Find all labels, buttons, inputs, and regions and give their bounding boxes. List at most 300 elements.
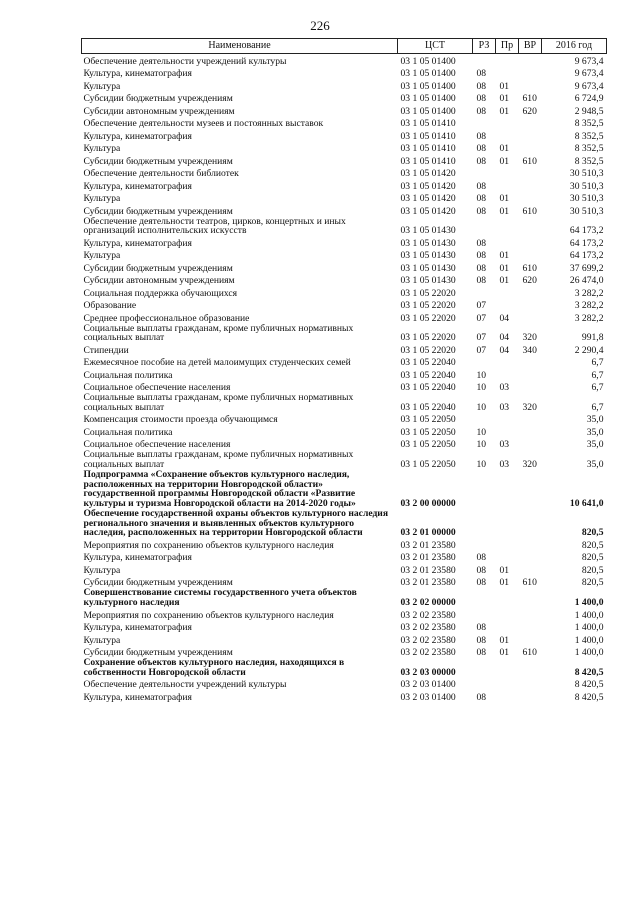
table-row — [82, 381, 607, 394]
cell-cst: 03 1 05 01420 — [400, 205, 456, 217]
cell-cst: 03 1 05 22050 — [400, 426, 456, 438]
cell-cst: 03 2 01 23580 — [400, 552, 456, 564]
table-row — [82, 563, 607, 576]
cell-rz — [473, 413, 496, 426]
cell-name: Обеспечение деятельности библиотек — [83, 168, 239, 179]
cell-rz — [473, 470, 496, 509]
cell-cst: 03 1 05 01430 — [400, 262, 456, 274]
cell-vr: 320 — [522, 458, 537, 470]
table-row — [82, 343, 607, 356]
cell-name: Обеспечение деятельности учреждений культуры — [83, 55, 287, 67]
cell-cst: 03 1 05 01430 — [400, 237, 456, 249]
cell-pr: 04 — [499, 344, 510, 356]
cell-cst: 03 1 05 01410 — [400, 155, 456, 167]
cell-name: Компенсация стоимости проезда обучающимся — [83, 414, 278, 426]
cell-cst: 03 1 05 01410 — [400, 130, 456, 142]
table-row — [82, 249, 607, 262]
cell-rz: 08 — [476, 564, 487, 576]
table-row — [82, 117, 607, 130]
cell-name: Образование — [83, 300, 137, 312]
cell-pr — [496, 538, 519, 551]
cell-vr — [519, 425, 542, 438]
cell-cst: 03 1 05 01410 — [400, 118, 456, 129]
table-row — [82, 620, 607, 633]
cell-rz: 08 — [476, 68, 487, 79]
cell-pr: 01 — [499, 193, 510, 204]
cell-rz — [473, 286, 496, 299]
cell-name: Мероприятия по сохранению объектов культурного наследия — [83, 539, 334, 551]
cell-pr — [496, 117, 519, 130]
cell-name: Культура — [83, 193, 121, 204]
cell-pr — [496, 690, 519, 703]
cell-amount: 35,0 — [586, 439, 604, 451]
cell-vr — [519, 236, 542, 249]
cell-vr: 320 — [522, 401, 537, 413]
cell-pr: 01 — [499, 250, 510, 262]
cell-vr — [519, 356, 542, 369]
cell-vr — [519, 658, 542, 678]
cell-name: Обеспечение деятельности музеев и постоянных выставок — [83, 118, 324, 129]
table-row — [82, 192, 607, 205]
table-row — [82, 356, 607, 369]
cell-cst: 03 2 01 23580 — [400, 564, 456, 576]
cell-rz: 08 — [476, 193, 487, 204]
cell-name: Культура — [83, 564, 121, 576]
table-row — [82, 142, 607, 155]
cell-vr — [519, 286, 542, 299]
cell-rz: 07 — [476, 312, 487, 324]
column-header-year: 2016 год — [542, 39, 607, 54]
table-row — [82, 450, 607, 470]
table-row — [82, 286, 607, 299]
cell-vr — [519, 538, 542, 551]
cell-amount: 64 173,2 — [569, 237, 604, 249]
cell-name: Субсидии бюджетным учреждениям — [83, 205, 233, 217]
cell-cst: 03 1 05 22040 — [400, 401, 456, 413]
cell-amount: 820,5 — [581, 564, 604, 576]
cell-vr: 620 — [522, 105, 537, 117]
cell-rz: 10 — [476, 369, 487, 381]
cell-cst: 03 1 05 01400 — [400, 55, 456, 67]
cell-rz: 10 — [476, 439, 487, 451]
cell-name: Культура — [83, 80, 121, 92]
cell-name: Культура, кинематография — [83, 237, 192, 249]
cell-amount: 3 282,2 — [574, 287, 604, 299]
cell-vr — [519, 381, 542, 394]
cell-pr: 03 — [499, 401, 510, 413]
cell-name: Субсидии автономным учреждениям — [83, 105, 235, 117]
column-header-rz: РЗ — [473, 39, 496, 54]
cell-cst: 03 2 00 00000 — [400, 498, 456, 509]
cell-amount: 30 510,3 — [569, 168, 604, 179]
cell-cst: 03 1 05 01430 — [400, 225, 456, 237]
cell-pr: 01 — [499, 634, 510, 646]
column-header-cst: ЦСТ — [398, 39, 473, 54]
table-row — [82, 261, 607, 274]
table-row — [82, 576, 607, 589]
cell-cst: 03 2 01 23580 — [400, 539, 456, 551]
cell-vr: 610 — [522, 262, 537, 274]
cell-vr — [519, 368, 542, 381]
cell-rz: 08 — [476, 237, 487, 249]
cell-name: Социальная политика — [83, 426, 173, 438]
cell-rz: 08 — [476, 105, 487, 117]
cell-vr — [519, 117, 542, 130]
table-row — [82, 633, 607, 646]
cell-amount: 8 352,5 — [574, 155, 604, 167]
cell-pr — [496, 217, 519, 237]
cell-vr — [519, 677, 542, 690]
cell-name: Ежемесячное пособие на детей малоимущих студенческих семей — [83, 357, 351, 369]
cell-pr — [496, 608, 519, 621]
cell-pr — [496, 54, 519, 67]
cell-amount: 820,5 — [581, 527, 604, 539]
cell-cst: 03 1 05 22040 — [400, 382, 456, 394]
cell-amount: 37 699,2 — [569, 262, 604, 274]
cell-vr — [519, 588, 542, 608]
cell-vr: 610 — [522, 577, 537, 589]
cell-pr: 01 — [499, 205, 510, 217]
cell-vr — [519, 438, 542, 451]
cell-cst: 03 1 05 01420 — [400, 180, 456, 192]
cell-name: Обеспечение деятельности учреждений культуры — [83, 679, 287, 690]
cell-rz: 08 — [476, 275, 487, 287]
cell-vr — [519, 179, 542, 192]
cell-vr — [519, 54, 542, 67]
cell-rz: 08 — [476, 250, 487, 262]
cell-amount: 6,7 — [591, 382, 604, 394]
column-header-name: Наименование — [82, 39, 398, 54]
cell-cst: 03 1 05 01420 — [400, 193, 456, 204]
cell-name: Субсидии бюджетным учреждениям — [83, 577, 233, 589]
cell-cst: 03 1 05 01420 — [400, 168, 456, 179]
cell-vr — [519, 608, 542, 621]
cell-pr — [496, 588, 519, 608]
cell-name: Подпрограмма «Сохранение объектов культурного наследия, расположенных на территории Новгородской области» государственной программы Новгородской области «Развитие культуры и туризма Новгородской области на 2014-2020 годы» — [83, 469, 356, 509]
cell-name: Субсидии бюджетным учреждениям — [83, 155, 233, 167]
table-row — [82, 658, 607, 678]
cell-pr: 04 — [499, 312, 510, 324]
cell-amount: 35,0 — [586, 426, 604, 438]
cell-rz: 08 — [476, 622, 487, 633]
cell-rz: 07 — [476, 332, 487, 344]
cell-rz: 08 — [476, 647, 487, 658]
table-row — [82, 167, 607, 180]
cell-amount: 64 173,2 — [569, 250, 604, 262]
cell-rz: 07 — [476, 344, 487, 356]
cell-vr: 340 — [522, 344, 537, 356]
table-row — [82, 509, 607, 538]
cell-pr — [496, 286, 519, 299]
cell-pr: 01 — [499, 105, 510, 117]
cell-amount: 35,0 — [586, 414, 604, 426]
table-body — [82, 54, 607, 703]
cell-vr — [519, 129, 542, 142]
cell-rz: 08 — [476, 262, 487, 274]
cell-name: Социальное обеспечение населения — [83, 382, 231, 394]
cell-pr: 01 — [499, 143, 510, 154]
cell-pr — [496, 425, 519, 438]
cell-name: Субсидии бюджетным учреждениям — [83, 647, 233, 658]
table-row — [82, 217, 607, 237]
cell-name: Культура, кинематография — [83, 180, 192, 192]
table-row — [82, 470, 607, 509]
cell-rz — [473, 217, 496, 237]
cell-vr — [519, 79, 542, 92]
cell-amount: 3 282,2 — [574, 300, 604, 312]
cell-amount: 1 400,0 — [574, 609, 604, 621]
table-row — [82, 438, 607, 451]
table-row — [82, 608, 607, 621]
cell-pr — [496, 470, 519, 509]
cell-pr: 01 — [499, 275, 510, 287]
cell-rz: 08 — [476, 634, 487, 646]
cell-pr — [496, 658, 519, 678]
cell-cst: 03 1 05 01430 — [400, 250, 456, 262]
cell-name: Обеспечение государственной охраны объектов культурного наследия регионального значения и выявленных объектов культурного наследия, расположенных на территории Новгородской области — [83, 508, 389, 539]
cell-rz: 08 — [476, 180, 487, 192]
cell-cst: 03 1 05 22020 — [400, 287, 456, 299]
cell-cst: 03 1 05 22040 — [400, 369, 456, 381]
cell-pr: 01 — [499, 262, 510, 274]
table-row — [82, 425, 607, 438]
cell-rz — [473, 356, 496, 369]
cell-name: Социальная поддержка обучающихся — [83, 287, 238, 299]
cell-cst: 03 2 03 01400 — [400, 691, 456, 703]
cell-pr: 01 — [499, 155, 510, 167]
table-row — [82, 413, 607, 426]
cell-cst: 03 1 05 22020 — [400, 332, 456, 344]
cell-pr — [496, 236, 519, 249]
table-row — [82, 645, 607, 658]
table-row — [82, 154, 607, 167]
table-row — [82, 368, 607, 381]
cell-amount: 9 673,4 — [574, 68, 604, 79]
cell-cst: 03 2 03 01400 — [400, 679, 456, 690]
table-row — [82, 538, 607, 551]
cell-cst: 03 1 05 01430 — [400, 275, 456, 287]
cell-pr: 03 — [499, 382, 510, 394]
cell-vr: 320 — [522, 332, 537, 344]
cell-name: Обеспечение деятельности театров, цирков, концертных и иных организаций исполнительских искусств — [83, 216, 346, 237]
cell-rz — [473, 54, 496, 67]
cell-amount: 64 173,2 — [569, 225, 604, 237]
cell-name: Сохранение объектов культурного наследия, находящихся в собственности Новгородской области — [83, 657, 345, 678]
table-row — [82, 299, 607, 312]
table-row — [82, 588, 607, 608]
cell-cst: 03 1 05 01400 — [400, 68, 456, 79]
cell-vr — [519, 470, 542, 509]
cell-vr: 610 — [522, 647, 537, 658]
cell-vr — [519, 249, 542, 262]
cell-name: Совершенствование системы государственного учета объектов культурного наследия — [83, 588, 357, 608]
cell-amount: 6 724,9 — [574, 93, 604, 104]
cell-pr — [496, 509, 519, 538]
cell-vr — [519, 167, 542, 180]
cell-vr — [519, 192, 542, 205]
cell-rz — [473, 658, 496, 678]
cell-vr — [519, 563, 542, 576]
cell-name: Социальная политика — [83, 369, 173, 381]
cell-vr — [519, 217, 542, 237]
cell-rz: 08 — [476, 80, 487, 92]
cell-amount: 30 510,3 — [569, 205, 604, 217]
cell-rz: 08 — [476, 93, 487, 104]
cell-name: Среднее профессиональное образование — [83, 312, 250, 324]
cell-name: Культура, кинематография — [83, 68, 192, 79]
cell-vr — [519, 551, 542, 564]
cell-name: Мероприятия по сохранению объектов культурного наследия — [83, 609, 334, 621]
table-row — [82, 311, 607, 324]
cell-amount: 9 673,4 — [574, 55, 604, 67]
cell-pr: 01 — [499, 564, 510, 576]
cell-pr — [496, 551, 519, 564]
cell-name: Культура, кинематография — [83, 691, 192, 703]
cell-cst: 03 1 05 22050 — [400, 414, 456, 426]
table-row — [82, 236, 607, 249]
cell-pr — [496, 620, 519, 633]
cell-name: Социальное обеспечение населения — [83, 439, 231, 451]
cell-pr — [496, 179, 519, 192]
cell-amount: 2 948,5 — [574, 105, 604, 117]
cell-amount: 8 420,5 — [574, 666, 604, 678]
cell-amount: 8 352,5 — [574, 130, 604, 142]
cell-name: Социальные выплаты гражданам, кроме публичных нормативных социальных выплат — [83, 450, 354, 470]
cell-name: Культура — [83, 143, 121, 154]
table-header-row — [82, 39, 607, 54]
cell-rz: 10 — [476, 382, 487, 394]
table-row — [82, 179, 607, 192]
table-row — [82, 92, 607, 105]
cell-pr: 03 — [499, 458, 510, 470]
cell-rz: 08 — [476, 143, 487, 154]
cell-pr: 01 — [499, 577, 510, 589]
cell-pr — [496, 299, 519, 312]
cell-pr — [496, 368, 519, 381]
cell-rz — [473, 509, 496, 538]
cell-amount: 8 352,5 — [574, 143, 604, 154]
cell-amount: 6,7 — [591, 357, 604, 369]
cell-rz: 10 — [476, 426, 487, 438]
cell-amount: 820,5 — [581, 539, 604, 551]
cell-pr — [496, 129, 519, 142]
cell-rz: 08 — [476, 691, 487, 703]
cell-name: Культура, кинематография — [83, 622, 192, 633]
table-row — [82, 393, 607, 413]
cell-name: Субсидии бюджетным учреждениям — [83, 93, 233, 104]
cell-vr: 610 — [522, 205, 537, 217]
cell-amount: 2 290,4 — [574, 344, 604, 356]
cell-pr: 01 — [499, 80, 510, 92]
cell-amount: 1 400,0 — [574, 647, 604, 658]
cell-rz: 08 — [476, 155, 487, 167]
cell-cst: 03 2 01 23580 — [400, 577, 456, 589]
table-row — [82, 690, 607, 703]
cell-cst: 03 1 05 01410 — [400, 143, 456, 154]
cell-pr: 01 — [499, 647, 510, 658]
cell-amount: 1 400,0 — [574, 622, 604, 633]
cell-cst: 03 2 02 00000 — [400, 597, 456, 608]
cell-cst: 03 1 05 01400 — [400, 93, 456, 104]
table-row — [82, 551, 607, 564]
table-row — [82, 129, 607, 142]
table-row — [82, 54, 607, 67]
cell-pr — [496, 67, 519, 80]
cell-rz: 08 — [476, 577, 487, 589]
cell-rz — [473, 117, 496, 130]
cell-vr: 610 — [522, 155, 537, 167]
cell-cst: 03 2 02 23580 — [400, 634, 456, 646]
cell-rz — [473, 608, 496, 621]
cell-cst: 03 1 05 01400 — [400, 105, 456, 117]
cell-name: Культура — [83, 250, 121, 262]
cell-cst: 03 2 03 00000 — [400, 666, 456, 678]
cell-amount: 8 420,5 — [574, 679, 604, 690]
page-number: 226 — [310, 18, 330, 33]
cell-pr: 01 — [499, 93, 510, 104]
cell-amount: 26 474,0 — [569, 275, 604, 287]
cell-rz: 10 — [476, 458, 487, 470]
cell-cst: 03 2 01 00000 — [400, 527, 456, 539]
table-row — [82, 324, 607, 344]
cell-vr — [519, 633, 542, 646]
column-header-pr: Пр — [496, 39, 519, 54]
cell-amount: 3 282,2 — [574, 312, 604, 324]
cell-amount: 9 673,4 — [574, 80, 604, 92]
cell-cst: 03 1 05 22040 — [400, 357, 456, 369]
cell-vr — [519, 142, 542, 155]
table-row — [82, 67, 607, 80]
cell-amount: 6,7 — [591, 401, 604, 413]
cell-amount: 30 510,3 — [569, 193, 604, 204]
cell-vr: 610 — [522, 93, 537, 104]
cell-pr — [496, 356, 519, 369]
cell-name: Социальные выплаты гражданам, кроме публичных нормативных социальных выплат — [83, 393, 354, 413]
cell-amount: 820,5 — [581, 552, 604, 564]
cell-vr — [519, 413, 542, 426]
table-row — [82, 204, 607, 217]
cell-rz: 07 — [476, 300, 487, 312]
cell-amount: 1 400,0 — [574, 597, 604, 608]
cell-amount: 1 400,0 — [574, 634, 604, 646]
cell-name: Субсидии автономным учреждениям — [83, 275, 235, 287]
cell-vr — [519, 690, 542, 703]
cell-pr: 04 — [499, 332, 510, 344]
cell-cst: 03 1 05 22050 — [400, 458, 456, 470]
cell-name: Культура — [83, 634, 121, 646]
cell-rz — [473, 167, 496, 180]
cell-vr — [519, 311, 542, 324]
cell-cst: 03 2 02 23580 — [400, 609, 456, 621]
cell-amount: 35,0 — [586, 458, 604, 470]
cell-amount: 8 420,5 — [574, 691, 604, 703]
cell-vr — [519, 299, 542, 312]
cell-amount: 820,5 — [581, 577, 604, 589]
column-header-vr: ВР — [519, 39, 542, 54]
cell-amount: 8 352,5 — [574, 118, 604, 129]
cell-cst: 03 2 02 23580 — [400, 647, 456, 658]
cell-vr — [519, 67, 542, 80]
cell-pr — [496, 413, 519, 426]
cell-rz: 08 — [476, 552, 487, 564]
cell-cst: 03 1 05 22050 — [400, 439, 456, 451]
table-row — [82, 274, 607, 287]
cell-rz — [473, 538, 496, 551]
cell-name: Субсидии бюджетным учреждениям — [83, 262, 233, 274]
cell-vr — [519, 620, 542, 633]
cell-rz — [473, 677, 496, 690]
budget-table — [81, 38, 607, 702]
